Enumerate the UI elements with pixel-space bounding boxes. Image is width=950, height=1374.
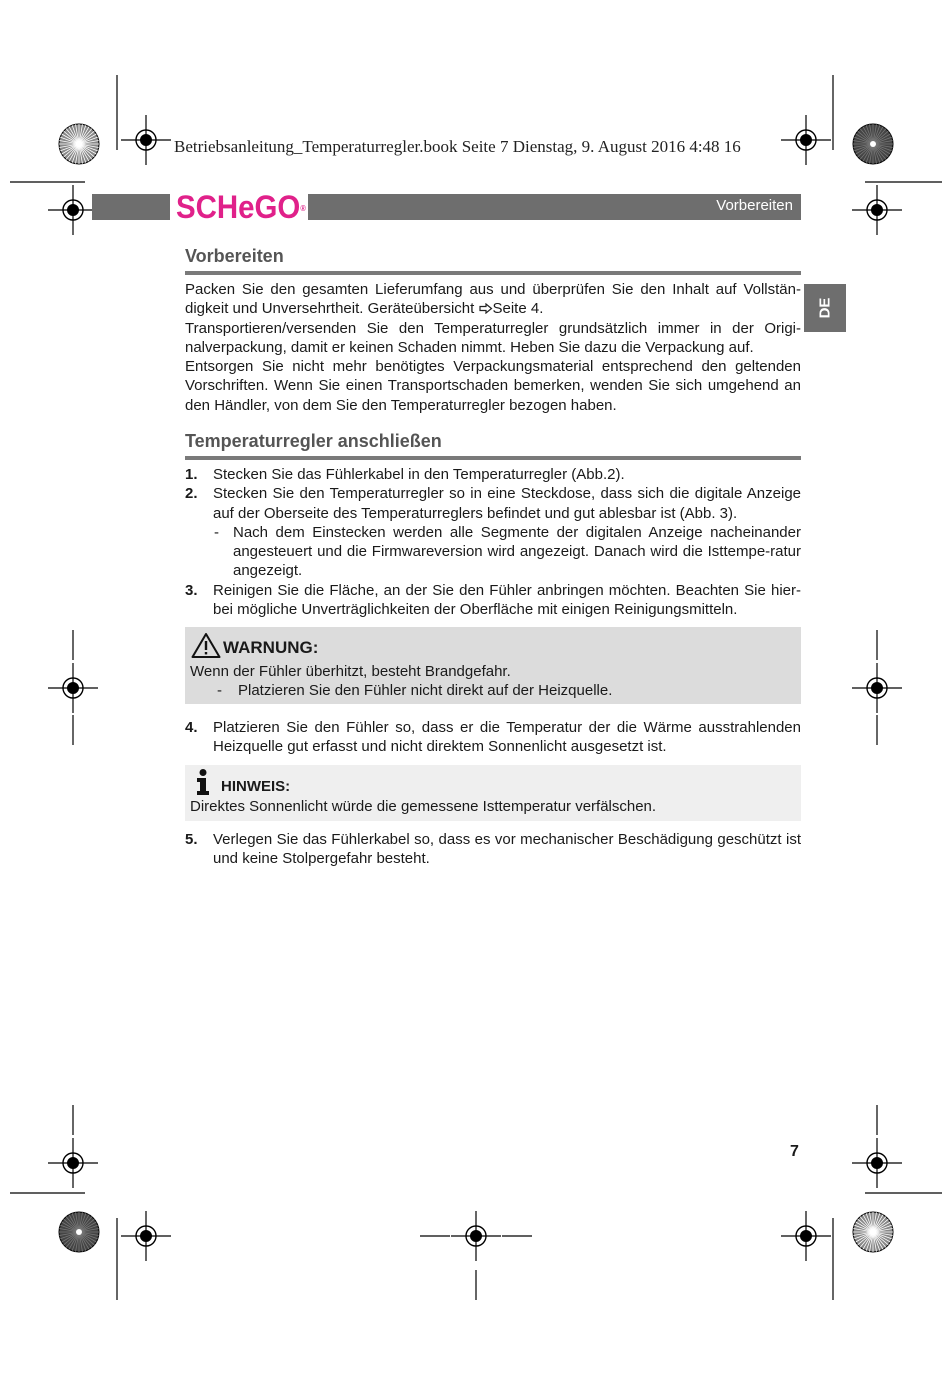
- paragraph: [185, 280, 801, 319]
- logo-text: SCHeGO: [176, 189, 301, 225]
- info-icon: [194, 768, 212, 796]
- paragraph: Transportieren/versenden Sie den Temperaturregler grundsätzlich immer in der Origi-nalverpackung, damit er keinen Schaden nimmt. Heben Sie dazu die Verpackung auf.: [185, 319, 801, 356]
- warning-title: WARNUNG:: [223, 638, 319, 657]
- section-heading-vorbereiten: Vorbereiten: [185, 246, 284, 266]
- hint-box: [185, 765, 801, 821]
- list-item: [185, 830, 801, 869]
- book-header: Betriebsanleitung_Temperaturregler.book Seite 7 Dienstag, 9. August 2016 4:48 16: [174, 137, 741, 156]
- dash-bullet: -: [217, 682, 222, 699]
- paragraph-text: Packen Sie den gesamten Lieferumfang aus und überprüfen Sie den Inhalt auf Vollstän-digkeit und Unversehrtheit. Geräteübersicht: [185, 281, 801, 318]
- list-item: [185, 718, 801, 757]
- step-number: 5.: [185, 831, 198, 848]
- header-bar-left: [92, 194, 170, 220]
- starburst-center: [870, 1229, 876, 1235]
- warning-box: [185, 627, 801, 704]
- hint-title: HINWEIS:: [221, 778, 291, 795]
- step-number: 1.: [185, 466, 198, 483]
- registered-mark: ®: [300, 204, 306, 213]
- page-reference: Seite 4.: [492, 300, 544, 318]
- list-item: [185, 484, 801, 523]
- step-text: Stecken Sie das Fühlerkabel in den Temperaturregler (Abb.2).: [213, 466, 625, 483]
- section-heading-anschliessen: Temperaturregler anschließen: [185, 431, 442, 451]
- step-text: Reinigen Sie die Fläche, an der Sie den Fühler anbringen möchten. Beachten Sie hier-bei mögliche Unverträglichkeiten der Oberfläche mit einigen Reinigungsmitteln.: [213, 581, 801, 619]
- language-tab: [804, 284, 846, 332]
- warning-text: Wenn der Fühler überhitzt, besteht Brandgefahr.: [190, 663, 511, 680]
- steps-list-a: [185, 465, 801, 619]
- step-text: Stecken Sie den Temperaturregler so in eine Steckdose, dass sich die digitale Anzeige auf der Oberseite des Temperaturreglers befindet und gut ablesbar ist (Abb. 3).: [213, 485, 801, 522]
- starburst-center: [76, 1229, 82, 1235]
- warning-sub-text: Platzieren Sie den Fühler nicht direkt auf der Heizquelle.: [238, 682, 613, 699]
- steps-list-b: [185, 718, 801, 757]
- section-body: [185, 280, 801, 415]
- language-tab-label: DE: [816, 297, 834, 319]
- running-head: Vorbereiten: [716, 197, 793, 214]
- paragraph: Entsorgen Sie nicht mehr benötigtes Verpackungsmaterial entsprechend den geltenden Vorschriften. Wenn Sie einen Transportschaden bemerken, wenden Sie sich umgehend an den Händler, von dem Sie den Temperaturregler bezogen haben.: [185, 358, 801, 414]
- schego-logo: [176, 190, 306, 224]
- warning-triangle-icon: [191, 632, 221, 659]
- sub-item: [185, 523, 801, 581]
- section-rule: [185, 456, 801, 460]
- step-number: 2.: [185, 485, 198, 503]
- section-rule: [185, 271, 801, 275]
- hint-text: Direktes Sonnenlicht würde die gemessene Isttemperatur verfälschen.: [190, 798, 657, 815]
- step-number: 3.: [185, 581, 198, 599]
- list-item: [185, 581, 801, 620]
- list-item: [185, 465, 801, 484]
- page-number: 7: [790, 1143, 799, 1160]
- dash-bullet: -: [214, 523, 219, 541]
- step-text: Platzieren Sie den Fühler so, dass er die Temperatur der die Wärme ausstrahlenden Heizquelle gut erfasst und nicht direktem Sonnenlicht ausgesetzt ist.: [213, 719, 801, 756]
- starburst-center: [76, 141, 82, 147]
- step-text: Verlegen Sie das Fühlerkabel so, dass es vor mechanischer Beschädigung geschützt ist und keine Stolpergefahr besteht.: [213, 831, 801, 868]
- sub-text: Nach dem Einstecken werden alle Segmente der digitalen Anzeige nacheinander angesteuert und die Firmwareversion wird angezeigt. Danach wird die Isttempe-ratur angezeigt.: [233, 523, 801, 580]
- step-number: 4.: [185, 719, 198, 736]
- arrow-right-icon: [479, 303, 493, 314]
- header-bar-right: [308, 194, 801, 220]
- steps-list-c: [185, 830, 801, 869]
- starburst-center: [870, 141, 876, 147]
